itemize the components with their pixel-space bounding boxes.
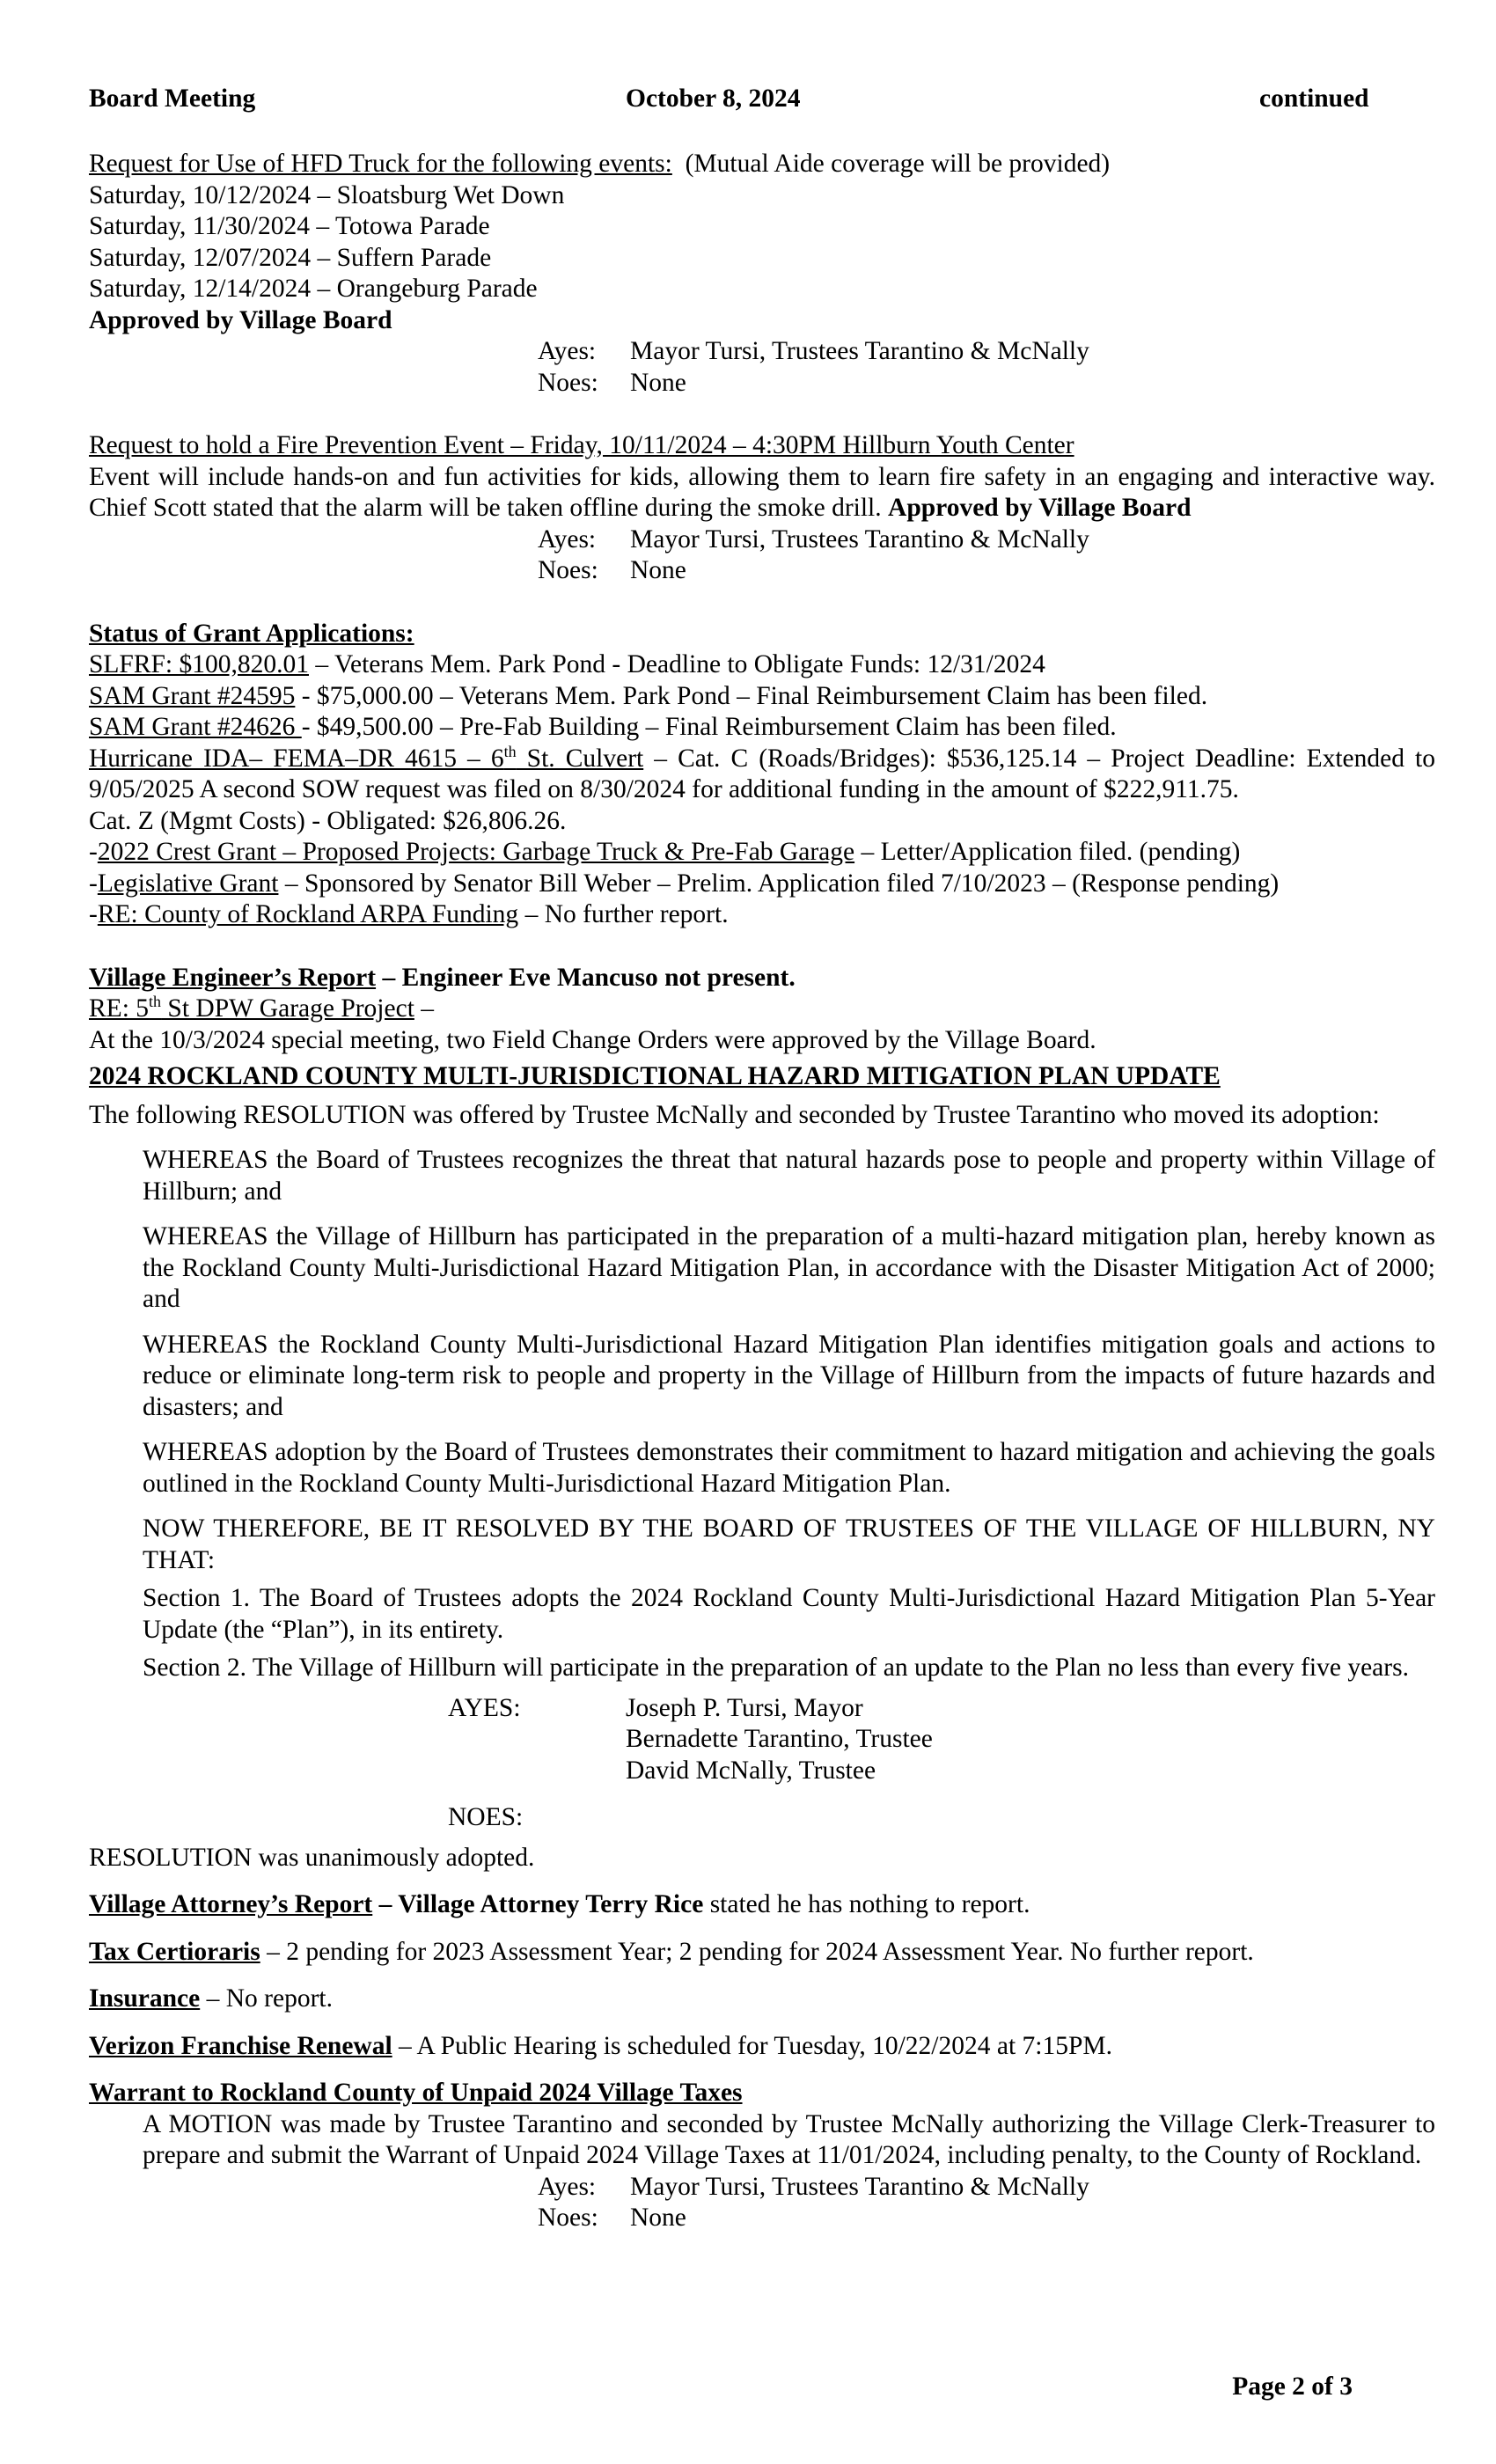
grants-section	[89, 619, 1435, 931]
aye-member: Joseph P. Tursi, Mayor	[626, 1693, 863, 1722]
hfd-ayes: Ayes: Mayor Tursi, Trustees Tarantino & McNally	[538, 337, 1089, 365]
resolution-section	[89, 1061, 1435, 1874]
page-number: Page 2 of 3	[1232, 2372, 1353, 2401]
resolution-para: WHEREAS the Village of Hillburn has participated in the preparation of a multi-hazard mitigation plan, hereby known as the Rockland County Multi-Jurisdictional Hazard Mitigation Plan, in accordance with the Disaster Mitigation Act of 2000; and	[143, 1222, 1435, 1313]
grant-crest: -2022 Crest Grant – Proposed Projects: Garbage Truck & Pre-Fab Garage – Letter/Application filed. (pending)	[89, 838, 1241, 866]
resolution-para: Section 1. The Board of Trustees adopts the 2024 Rockland County Multi-Jurisdictional Hazard Mitigation Plan 5-Year Update (the “Plan”), in its entirety.	[143, 1584, 1435, 1644]
attorney-report: Village Attorney’s Report – Village Attorney Terry Rice stated he has nothing to report.	[89, 1890, 1030, 1918]
header-date: October 8, 2024	[626, 84, 801, 113]
grant-sam-24595: SAM Grant #24595 - $75,000.00 – Veterans Mem. Park Pond – Final Reimbursement Claim has been filed.	[89, 681, 1208, 710]
fire-section	[89, 430, 1435, 587]
grant-slfrf: SLFRF: $100,820.01 – Veterans Mem. Park Pond - Deadline to Obligate Funds: 12/31/2024	[89, 650, 1045, 678]
hfd-approved: Approved by Village Board	[89, 305, 392, 334]
hfd-noes: Noes: None	[538, 368, 686, 397]
page-header	[89, 84, 1391, 119]
grant-hurricane-ida: Hurricane IDA– FEMA–DR 4615 – 6th St. Culvert – Cat. C (Roads/Bridges): $536,125.14 – Project Deadline: Extended to 9/05/2025 A second SOW request was filed on 8/30/2024 for additional funding in the amount of $222,911.75.	[89, 742, 1435, 803]
warrant-title: Warrant to Rockland County of Unpaid 2024 Village Taxes	[89, 2079, 743, 2107]
hfd-event: Saturday, 10/12/2024 – Sloatsburg Wet Down	[89, 180, 565, 209]
hfd-title: Request for Use of HFD Truck for the following events:	[89, 150, 672, 178]
document-page	[89, 84, 1435, 2234]
warrant-section	[89, 2078, 1435, 2234]
grant-arpa: -RE: County of Rockland ARPA Funding – No further report.	[89, 900, 729, 928]
fire-approved: Approved by Village Board	[888, 494, 1192, 522]
hfd-event: Saturday, 11/30/2024 – Totowa Parade	[89, 212, 490, 240]
resolution-title: 2024 ROCKLAND COUNTY MULTI-JURISDICTIONAL HAZARD MITIGATION PLAN UPDATE	[89, 1062, 1221, 1090]
engineer-text: At the 10/3/2024 special meeting, two Field Change Orders were approved by the Village Board.	[89, 1025, 1096, 1054]
engineer-section	[89, 963, 1435, 1057]
hfd-event: Saturday, 12/07/2024 – Suffern Parade	[89, 243, 492, 272]
aye-member: David McNally, Trustee	[626, 1756, 876, 1785]
warrant-text: A MOTION was made by Trustee Tarantino and seconded by Trustee McNally authorizing the Village Clerk-Treasurer to prepare and submit the Warrant of Unpaid 2024 Village Taxes at 11/01/2024, including penalty, to the County of Rockland.	[143, 2109, 1435, 2169]
grant-sam-24626: SAM Grant #24626 - $49,500.00 – Pre-Fab Building – Final Reimbursement Claim has been filed.	[89, 713, 1117, 741]
hfd-section	[89, 149, 1435, 399]
hfd-note: (Mutual Aide coverage will be provided)	[685, 150, 1111, 178]
resolution-para: Section 2. The Village of Hillburn will participate in the preparation of an update to the Plan no less than every five years.	[143, 1654, 1409, 1682]
fire-noes: Noes: None	[538, 556, 686, 584]
resolution-para: WHEREAS the Board of Trustees recognizes the threat that natural hazards pose to people and property within Village of Hillburn; and	[143, 1146, 1435, 1206]
grant-legislative: -Legislative Grant – Sponsored by Senator Bill Weber – Prelim. Application filed 7/10/2023 – (Response pending)	[89, 869, 1280, 898]
fire-text: Event will include hands-on and fun activities for kids, allowing them to learn fire safety in an engaging and interactive way. Chief Scott stated that the alarm will be taken offline during the smoke drill. Approved by Village Board	[89, 462, 1435, 522]
resolution-para: WHEREAS the Rockland County Multi-Jurisdictional Hazard Mitigation Plan identifies mitigation goals and actions to reduce or eliminate long-term risk to people and property in the Village of Hillburn from the impacts of future hazards and disasters; and	[143, 1330, 1435, 1421]
warrant-ayes: Ayes: Mayor Tursi, Trustees Tarantino & McNally	[538, 2172, 1089, 2201]
hfd-event: Saturday, 12/14/2024 – Orangeburg Parade	[89, 275, 538, 303]
resolution-para: WHEREAS adoption by the Board of Trustees demonstrates their commitment to hazard mitigation and achieving the goals outlined in the Rockland County Multi-Jurisdictional Hazard Mitigation Plan.	[143, 1438, 1435, 1498]
header-left: Board Meeting	[89, 84, 256, 113]
header-right: continued	[1259, 84, 1369, 113]
grant-cat-z: Cat. Z (Mgmt Costs) - Obligated: $26,806.26.	[89, 806, 567, 835]
fire-ayes: Ayes: Mayor Tursi, Trustees Tarantino & McNally	[538, 524, 1089, 554]
insurance: Insurance – No report.	[89, 1984, 333, 2013]
resolution-intro: The following RESOLUTION was offered by Trustee McNally and seconded by Trustee Tarantino who moved its adoption:	[89, 1100, 1380, 1129]
grants-title: Status of Grant Applications:	[89, 619, 414, 648]
verizon-franchise: Verizon Franchise Renewal – A Public Hearing is scheduled for Tuesday, 10/22/2024 at 7:15PM.	[89, 2031, 1112, 2060]
resolution-ayes: AYES: Joseph P. Tursi, Mayor Bernadette Tarantino, Trustee David McNally, Trustee	[448, 1693, 1435, 1787]
aye-member: Bernadette Tarantino, Trustee	[626, 1725, 933, 1753]
engineer-title: Village Engineer’s Report – Engineer Eve Mancuso not present.	[89, 963, 796, 992]
resolution-noes: NOES:	[448, 1803, 524, 1831]
resolution-adopted: RESOLUTION was unanimously adopted.	[89, 1843, 535, 1872]
fire-title: Request to hold a Fire Prevention Event – Friday, 10/11/2024 – 4:30PM Hillburn Youth Center	[89, 431, 1074, 459]
warrant-noes: Noes: None	[538, 2204, 686, 2232]
tax-certioraris: Tax Certioraris – 2 pending for 2023 Assessment Year; 2 pending for 2024 Assessment Year. No further report.	[89, 1937, 1254, 1966]
engineer-re: RE: 5th St DPW Garage Project –	[89, 993, 435, 1023]
resolution-para: NOW THEREFORE, BE IT RESOLVED BY THE BOARD OF TRUSTEES OF THE VILLAGE OF HILLBURN, NY THAT:	[143, 1514, 1435, 1574]
